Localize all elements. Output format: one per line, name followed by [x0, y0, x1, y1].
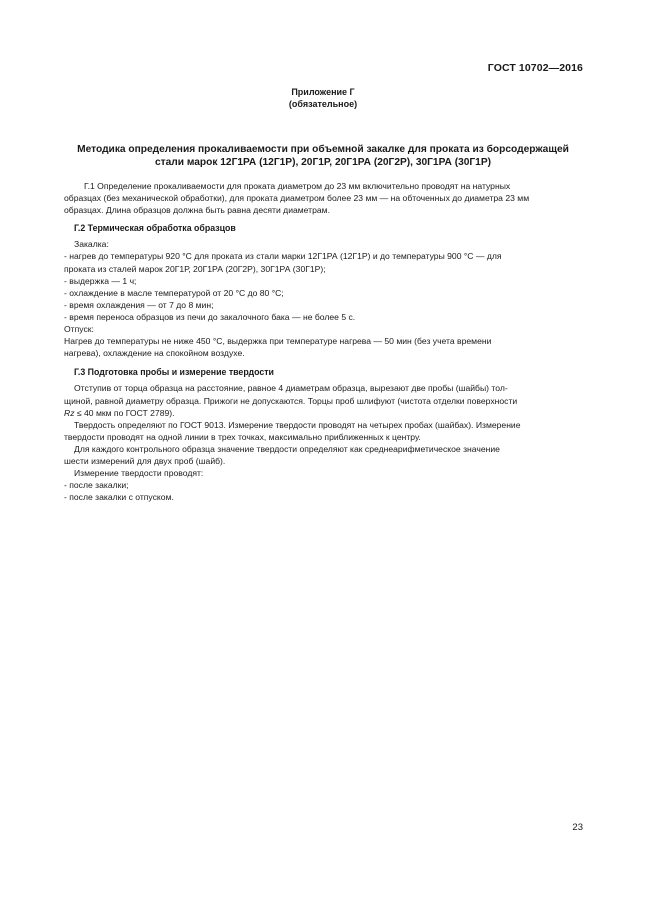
g1-line-1: Г.1 Определение прокаливаемости для проката диаметром до 23 мм включительно проводят на натурных: [84, 181, 511, 191]
g3-p1-line-3-text: ≤ 40 мкм по ГОСТ 2789).: [74, 407, 175, 418]
g3-p3-line-1: Для каждого контрольного образца значение твердости определяют как среднеарифметическое значение: [74, 443, 500, 454]
document-body: [64, 180, 584, 503]
section-g2-heading: Г.2 Термическая обработка образцов: [74, 223, 236, 234]
g3-p1-line-1: Отступив от торца образца на расстояние, равное 4 диаметрам образца, вырезают две пробы (шайбы) тол-: [74, 383, 508, 394]
g3-p1-line-2: щиной, равной диаметру образца. Прижоги не допускаются. Торцы проб шлифуют (чистота отделки поверхности: [64, 395, 518, 406]
quench-item-2: - выдержка — 1 ч;: [64, 275, 137, 286]
section-g1: [64, 180, 584, 216]
section-g3: [64, 382, 584, 503]
appendix-title: Приложение Г: [291, 87, 355, 97]
quench-item-3: - охлаждение в масле температурой от 20 °С до 80 °С;: [64, 287, 284, 298]
quench-label: Закалка:: [74, 239, 109, 250]
quench-item-1-line-2: проката из сталей марок 20Г1Р, 20Г1РА (20Г2Р), 30Г1РА (30Г1Р);: [64, 263, 326, 274]
g3-p4-item-2: - после закалки с отпуском.: [64, 492, 174, 503]
section-g2: [64, 238, 584, 359]
g1-line-2: образцах (без механической обработки), для проката диаметром более 23 мм — на обточенных до диаметра 23 мм: [64, 193, 530, 204]
temper-label: Отпуск:: [64, 324, 94, 335]
document-title: [60, 143, 586, 169]
appendix-heading: [0, 86, 646, 110]
temper-line-1: Нагрев до температуры не ниже 450 °С, выдержка при температуре нагрева — 50 мин (без учета времени: [64, 336, 492, 347]
g3-p4: Измерение твердости проводят:: [74, 468, 204, 479]
standard-code: ГОСТ 10702—2016: [487, 62, 583, 74]
g3-p1-line-3: [64, 407, 584, 419]
g3-p4-item-1: - после закалки;: [64, 480, 129, 491]
g3-p2-line-1: Твердость определяют по ГОСТ 9013. Измерение твердости проводят на четырех пробах (шайбах). Измерение: [74, 419, 521, 430]
title-line-1: Методика определения прокаливаемости при объемной закалке для проката из борсодержащей: [77, 144, 569, 155]
g3-p3-line-2: шести измерений для двух проб (шайб).: [64, 455, 226, 466]
quench-item-5: - время переноса образцов из печи до закалочного бака — не более 5 с.: [64, 311, 356, 322]
rz-symbol: Rz: [64, 407, 75, 418]
section-g3-heading: Г.3 Подготовка пробы и измерение твердости: [74, 367, 274, 378]
quench-item-1-line-1: - нагрев до температуры 920 °С для проката из стали марки 12Г1РА (12Г1Р) и до температуры 900 °С — для: [64, 251, 502, 262]
appendix-subtitle: (обязательное): [288, 99, 358, 109]
temper-line-2: нагрева), охлаждение на спокойном воздухе.: [64, 348, 245, 359]
page-number: 23: [572, 822, 583, 833]
g1-line-3: образцах. Длина образцов должна быть равна десяти диаметрам.: [64, 205, 330, 216]
title-line-2: стали марок 12Г1РА (12Г1Р), 20Г1Р, 20Г1РА (20Г2Р), 30Г1РА (30Г1Р): [154, 157, 492, 168]
g3-p2-line-2: твердости проводят на одной линии в трех точках, максимально приближенных к центру.: [64, 431, 421, 442]
quench-item-4: - время охлаждения — от 7 до 8 мин;: [64, 299, 214, 310]
